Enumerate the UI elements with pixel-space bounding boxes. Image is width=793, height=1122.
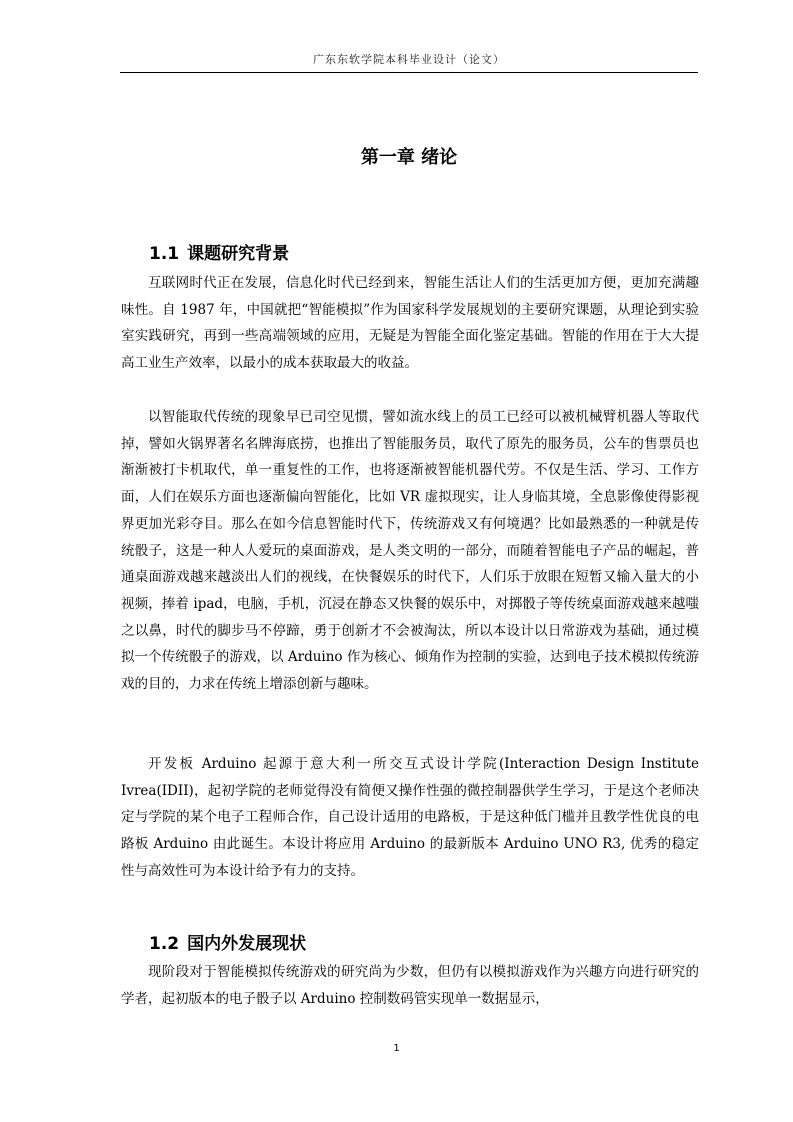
header-rule: [120, 72, 698, 73]
section-number: 1.1: [149, 244, 180, 264]
page-number: 1: [393, 1043, 400, 1054]
section-heading-1-2: [149, 933, 306, 955]
paragraph: 互联网时代正在发展，信息化时代已经到来，智能生活让人们的生活更加方便，更加充满趣味性。自 1987 年，中国就把“智能模拟”作为国家科学发展规划的主要研究课题，从理论到实验室实践研究，再到一些高端领域的应用，无疑是为智能全面化鉴定基础。智能的作用在于大大提高工业生产效率，以最小的成本获取最大的收益。: [121, 275, 699, 372]
chapter-title: 第一章 绪论: [360, 147, 458, 168]
section-title: 国内外发展现状: [187, 934, 307, 954]
section-title: 课题研究背景: [187, 244, 290, 264]
section-number: 1.2: [149, 934, 180, 954]
section-heading-1-1: [149, 243, 289, 265]
paragraph: 以智能取代传统的现象早已司空见惯，譬如流水线上的员工已经可以被机械臂机器人等取代掉，譬如火锅界著名名牌海底捞，也推出了智能服务员，取代了原先的服务员，公车的售票员也渐渐被打卡机取代，单一重复性的工作，也将逐渐被智能机器代劳。不仅是生活、学习、工作方面，人们在娱乐方面也逐渐偏向智能化，比如 VR 虚拟现实，让人身临其境，全息影像使得影视界更加光彩夺目。那么在如今信息智能时代下，传统游戏又有何境遇？比如最熟悉的一种就是传统骰子，这是一种人人爱玩的桌面游戏，是人类文明的一部分，而随着智能电子产品的崛起，普通桌面游戏越来越淡出人们的视线，在快餐娱乐的时代下，人们乐于放眼在短暂又输入量大的小视频，捧着 ipad，电脑，手机，沉浸在静态又快餐的娱乐中，对掷骰子等传统桌面游戏越来越嗤之以鼻，时代的脚步马不停蹄，勇于创新才不会被淘汰，所以本设计以日常游戏为基础，通过模拟一个传统骰子的游戏，以 Arduino 作为核心、倾角作为控制的实验，达到电子技术模拟传统游戏的目的，力求在传统上增添创新与趣味。: [121, 409, 699, 693]
paragraph: 现阶段对于智能模拟传统游戏的研究尚为少数，但仍有以模拟游戏作为兴趣方向进行研究的学者，起初版本的电子骰子以 Arduino 控制数码管实现单一数据显示，: [121, 964, 699, 1007]
running-header: 广东东软学院本科毕业设计（论文）: [313, 53, 505, 66]
paragraph: 开发板 Arduino 起源于意大利一所交互式设计学院(Interaction Design Institute Ivrea(IDII)，起初学院的老师觉得没有简便又操作性强的微控制器供学生学习，于是这个老师决定与学院的某个电子工程师合作，自己设计适用的电路板，于是这种低门槛并且教学性优良的电路板 Arduino 由此诞生。本设计将应用 Arduino 的最新版本 Arduino UNO R3, 优秀的稳定性与高效性可为本设计给予有力的支持。: [121, 756, 699, 879]
